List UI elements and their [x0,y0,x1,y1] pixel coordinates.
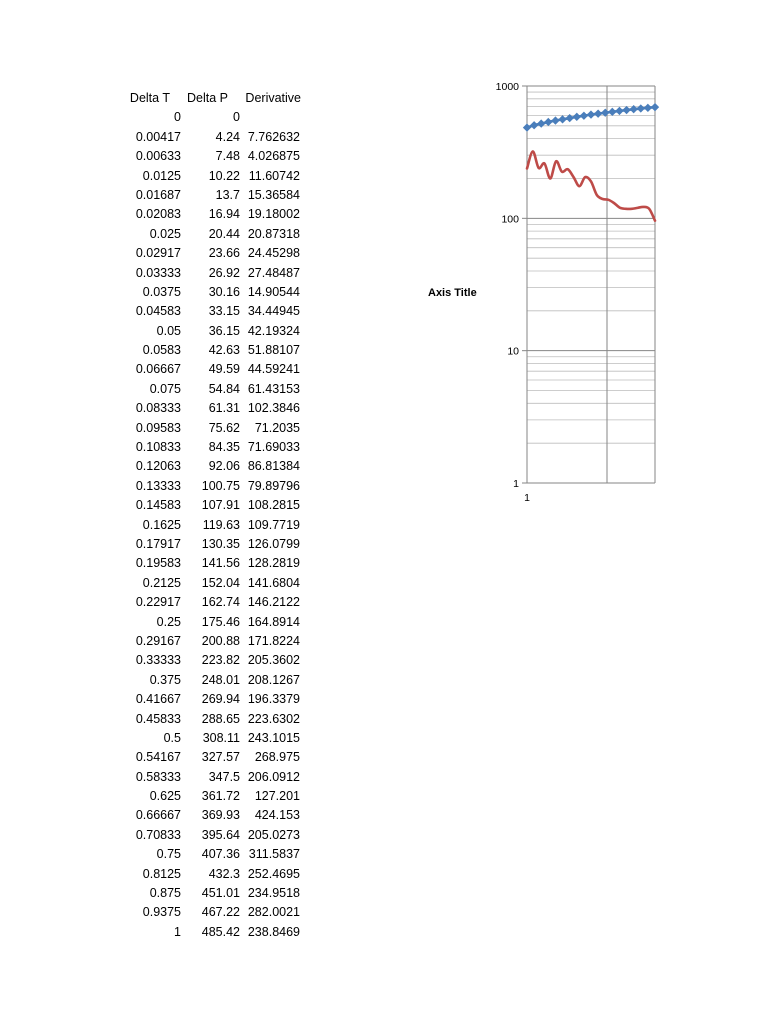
cell-delta-p: 269.94 [201,692,240,707]
cell-delta-t: 0.19583 [135,556,181,571]
cell-delta-p: 16.94 [208,207,240,222]
cell-delta-p: 42.63 [208,343,240,358]
cell-derivative: 196.3379 [247,692,300,707]
cell-delta-t: 0.12063 [135,459,181,474]
data-point [580,112,587,119]
y-tick-label: 1000 [495,81,519,93]
cell-delta-t: 0.04583 [135,304,181,319]
cell-delta-t: 0.75 [156,847,181,862]
data-point [637,105,644,112]
cell-delta-p: 407.36 [201,847,240,862]
cell-delta-p: 130.35 [201,536,240,551]
cell-delta-p: 175.46 [201,614,240,629]
cell-derivative: 126.0799 [247,536,300,551]
cell-delta-p: 20.44 [208,226,240,241]
cell-derivative: 424.153 [254,808,300,823]
cell-delta-p: 23.66 [208,246,240,261]
cell-delta-p: 107.91 [201,498,240,513]
cell-derivative: 27.48487 [247,265,300,280]
cell-derivative: 171.8224 [247,633,300,648]
data-point [573,113,580,120]
cell-delta-t: 0.02083 [135,207,181,222]
cell-delta-p: 13.7 [215,187,240,202]
cell-delta-t: 0.00417 [135,129,181,144]
cell-derivative: 206.0912 [247,769,300,784]
data-point [609,108,616,115]
data-point [644,104,651,111]
cell-delta-t: 0.25 [156,614,181,629]
cell-delta-t: 0.025 [149,226,181,241]
header-delta-p: Delta P [187,91,228,105]
cell-delta-p: 61.31 [208,401,240,416]
cell-derivative: 20.87318 [247,226,300,241]
cell-delta-t: 0.2125 [142,575,181,590]
cell-delta-p: 100.75 [201,478,240,493]
cell-delta-p: 451.01 [201,886,240,901]
cell-delta-p: 54.84 [208,381,240,396]
data-point [545,118,552,125]
cell-delta-t: 0.0125 [142,168,181,183]
cell-derivative: 268.975 [254,750,300,765]
data-point [623,106,630,113]
data-point [651,104,658,111]
cell-delta-t: 0.13333 [135,478,181,493]
cell-derivative: 7.762632 [247,129,300,144]
cell-derivative: 24.45298 [247,246,300,261]
cell-delta-t: 0.09583 [135,420,181,435]
cell-derivative: 79.89796 [247,478,300,493]
cell-delta-p: 7.48 [215,149,240,164]
cell-delta-t: 0.5 [163,730,181,745]
cell-derivative: 42.19324 [247,323,300,338]
cell-delta-p: 92.06 [208,459,240,474]
cell-delta-p: 200.88 [201,633,240,648]
cell-delta-p: 152.04 [201,575,240,590]
cell-delta-t: 0.06667 [135,362,181,377]
chart-gridlines [527,86,655,483]
chart-series [523,104,658,221]
cell-derivative: 71.2035 [254,420,300,435]
cell-delta-t: 0.08333 [135,401,181,416]
cell-delta-p: 467.22 [201,905,240,920]
cell-derivative: 238.8469 [247,924,300,939]
cell-delta-t: 0.02917 [135,246,181,261]
cell-delta-t: 0.17917 [135,536,181,551]
cell-delta-p: 4.24 [215,129,240,144]
cell-delta-p: 36.15 [208,323,240,338]
cell-delta-p: 347.5 [208,769,240,784]
cell-delta-p: 30.16 [208,284,240,299]
cell-delta-p: 119.63 [202,517,240,532]
cell-derivative: 164.8914 [247,614,300,629]
chart-axes [522,86,655,483]
data-point [552,117,559,124]
cell-derivative: 108.2815 [247,498,300,513]
cell-delta-t: 0.0375 [142,284,181,299]
cell-delta-p: 395.64 [201,827,240,842]
cell-derivative: 51.88107 [247,343,300,358]
data-point [616,107,623,114]
cell-delta-p: 248.01 [201,672,240,687]
cell-delta-t: 0.54167 [135,750,181,765]
cell-derivative: 205.3602 [247,653,300,668]
data-point [559,116,566,123]
cell-delta-t: 0.8125 [142,866,181,881]
cell-delta-p: 75.62 [208,420,240,435]
cell-derivative: 19.18002 [247,207,300,222]
cell-delta-p: 432.3 [208,866,240,881]
cell-delta-t: 0.70833 [135,827,181,842]
cell-derivative: 44.59241 [247,362,300,377]
cell-derivative: 34.44945 [247,304,300,319]
cell-delta-t: 0.05 [156,323,181,338]
cell-delta-p: 485.42 [201,924,240,939]
cell-derivative: 61.43153 [247,381,300,396]
cell-delta-t: 0.22917 [135,595,181,610]
cell-derivative: 141.6804 [247,575,300,590]
cell-derivative: 15.36584 [247,187,300,202]
cell-derivative: 205.0273 [247,827,300,842]
cell-delta-t: 0.075 [149,381,181,396]
cell-derivative: 282.0021 [247,905,300,920]
cell-delta-t: 0.0583 [142,343,181,358]
data-point [587,111,594,118]
cell-derivative: 146.2122 [247,595,300,610]
cell-derivative: 4.026875 [247,149,300,164]
cell-derivative: 102.3846 [247,401,300,416]
cell-derivative: 208.1267 [247,672,300,687]
cell-delta-p: 49.59 [208,362,240,377]
cell-delta-t: 0.1625 [142,517,181,532]
cell-derivative: 71.69033 [247,440,300,455]
data-point [595,110,602,117]
cell-delta-t: 0.33333 [135,653,181,668]
y-tick-label: 100 [501,213,519,226]
cell-delta-p: 308.11 [202,730,240,745]
cell-delta-t: 0.375 [149,672,181,687]
cell-derivative: 243.1015 [247,730,300,745]
cell-derivative: 109.7719 [247,517,300,532]
cell-delta-p: 26.92 [208,265,240,280]
x-tick-label: 1 [524,492,530,504]
cell-delta-p: 223.82 [201,653,240,668]
cell-derivative: 223.6302 [247,711,300,726]
cell-delta-t: 0.14583 [135,498,181,513]
cell-derivative: 14.90544 [247,284,300,299]
cell-delta-t: 0.625 [149,789,181,804]
cell-delta-t: 0.01687 [135,187,181,202]
cell-delta-t: 0.41667 [135,692,181,707]
y-tick-label: 10 [507,345,519,358]
cell-delta-p: 84.35 [208,440,240,455]
cell-delta-p: 162.74 [201,595,240,610]
cell-derivative: 311.5837 [248,847,300,862]
cell-delta-p: 288.65 [201,711,240,726]
cell-delta-p: 33.15 [208,304,240,319]
data-point [523,124,530,131]
cell-delta-t: 0.58333 [135,769,181,784]
header-derivative: Derivative [245,91,301,105]
cell-delta-p: 141.56 [201,556,240,571]
chart-labels [496,81,530,504]
cell-delta-t: 0.10833 [135,440,181,455]
cell-delta-t: 0.03333 [135,265,181,280]
cell-delta-t: 0.66667 [135,808,181,823]
header-delta-t: Delta T [129,91,170,105]
cell-delta-t: 0 [174,110,181,125]
cell-delta-t: 0.00633 [135,149,181,164]
cell-delta-p: 327.57 [201,750,240,765]
cell-delta-t: 0.29167 [135,633,181,648]
cell-delta-p: 369.93 [201,808,240,823]
y-axis-title: Axis Title [428,287,477,299]
cell-delta-p: 361.72 [201,789,240,804]
cell-derivative: 234.9518 [247,886,300,901]
cell-delta-p: 10.22 [208,168,240,183]
cell-delta-t: 0.875 [149,886,181,901]
cell-derivative: 252.4695 [247,866,300,881]
data-point [531,122,538,129]
cell-derivative: 86.81384 [247,459,300,474]
y-tick-label: 1 [513,478,519,490]
cell-derivative: 11.60742 [248,168,300,183]
cell-delta-t: 1 [174,924,181,939]
cell-delta-t: 0.9375 [142,905,181,920]
cell-delta-t: 0.45833 [135,711,181,726]
cell-delta-p: 0 [233,110,240,125]
cell-derivative: 128.2819 [247,556,300,571]
cell-derivative: 127.201 [254,789,300,804]
series-line-2 [527,151,655,220]
